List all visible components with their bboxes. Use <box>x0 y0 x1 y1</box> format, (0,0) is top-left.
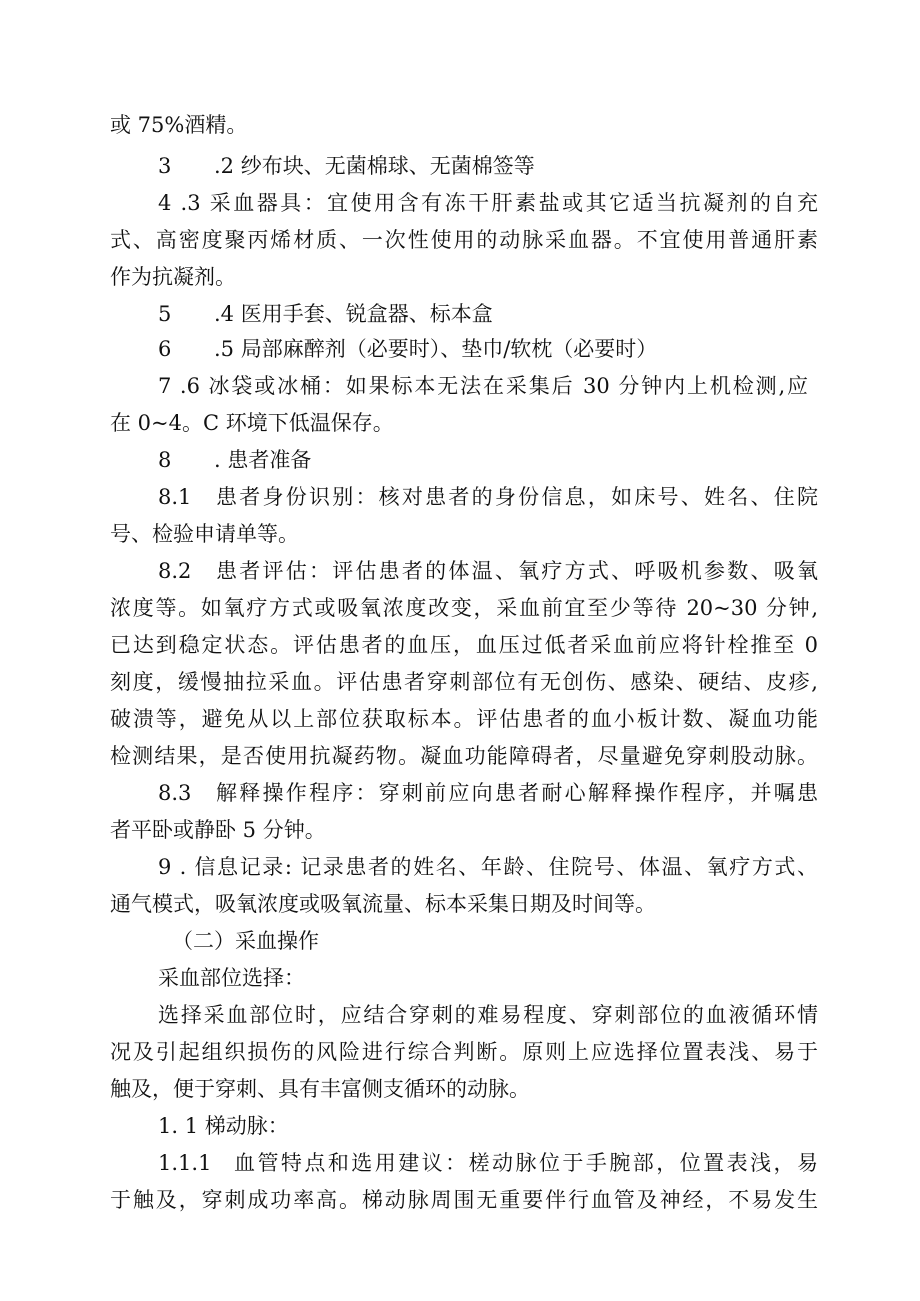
text-line: 触及，便于穿刺、具有丰富侧支循环的动脉。 <box>110 1077 530 1101</box>
text-line: 通气模式，吸氧浓度或吸氧流量、标本采集日期及时间等。 <box>110 892 656 916</box>
list-number: 1.1.1 <box>158 1151 212 1175</box>
text-line: .4 医用手套、锐盒器、标本盒 <box>214 302 493 326</box>
text-line: 在 0~4。C 环境下低温保存。 <box>110 411 394 435</box>
list-number: 8.1 <box>158 485 192 509</box>
text-line: 况及引起组织损伤的风险进行综合判断。原则上应选择位置表浅、易于 <box>110 1040 818 1064</box>
subsection-heading: 采血部位选择： <box>158 966 305 990</box>
text-line: 作为抗凝剂。 <box>110 265 236 289</box>
text-line: 式、高密度聚丙烯材质、一次性使用的动脉采血器。不宜使用普通肝素 <box>110 228 818 252</box>
section-heading: . 患者准备 <box>214 448 312 472</box>
text-line: 者平卧或静卧 5 分钟。 <box>110 818 326 842</box>
list-number: 8.3 <box>158 781 192 805</box>
text-line: 患者身份识别：核对患者的身份信息，如床号、姓名、住院 <box>216 485 818 509</box>
text-line: 血管特点和选用建议：槎动脉位于手腕部，位置表浅，易 <box>234 1151 818 1175</box>
text-line: 破溃等，避免从以上部位获取标本。评估患者的血小板计数、凝血功能 <box>110 707 818 731</box>
list-number: 6 <box>158 337 172 361</box>
text-line: 解释操作程序：穿刺前应向患者耐心解释操作程序，并嘱患 <box>216 781 818 805</box>
list-number: 8 <box>158 448 172 472</box>
list-number: 5 <box>158 302 172 326</box>
subsection-heading: 1. 1 梯动脉： <box>158 1114 289 1138</box>
text-line: .2 纱布块、无菌棉球、无菌棉签等 <box>214 154 535 178</box>
text-line: 浓度等。如氧疗方式或吸氧浓度改变，采血前宜至少等待 20~30 分钟, <box>110 596 818 620</box>
list-number: 8.2 <box>158 559 192 583</box>
text-line: 或 75%酒精。 <box>110 113 248 137</box>
text-line: .5 局部麻醉剂（必要时）、垫巾/软枕（必要时） <box>214 337 658 361</box>
text-line: 号、检验申请单等。 <box>110 522 299 546</box>
text-line: 已达到稳定状态。评估患者的血压，血压过低者采血前应将针栓推至 0 <box>110 633 818 657</box>
text-line: 患者评估：评估患者的体温、氧疗方式、呼吸机参数、吸氧 <box>216 559 818 583</box>
text-line: 检测结果，是否使用抗凝药物。凝血功能障碍者，尽量避免穿刺股动脉。 <box>110 744 818 768</box>
list-number: 3 <box>158 154 172 178</box>
text-line: 刻度，缓慢抽拉采血。评估患者穿刺部位有无创伤、感染、硬结、皮疹, <box>110 670 818 694</box>
text-line: 7 .6 冰袋或冰桶：如果标本无法在采集后 30 分钟内上机检测,应 <box>158 374 808 398</box>
text-line: 于触及，穿刺成功率高。梯动脉周围无重要伴行血管及神经，不易发生 <box>110 1188 818 1212</box>
text-line: 选择采血部位时，应结合穿刺的难易程度、穿刺部位的血液循环情 <box>158 1003 818 1027</box>
text-line: 4 .3 采血器具：宜使用含有冻干肝素盐或其它适当抗凝剂的自充 <box>158 191 818 215</box>
section-heading: （二）采血操作 <box>172 929 319 953</box>
text-line: 9 . 信息记录: 记录患者的姓名、年龄、住院号、体温、氧疗方式、 <box>158 855 818 879</box>
